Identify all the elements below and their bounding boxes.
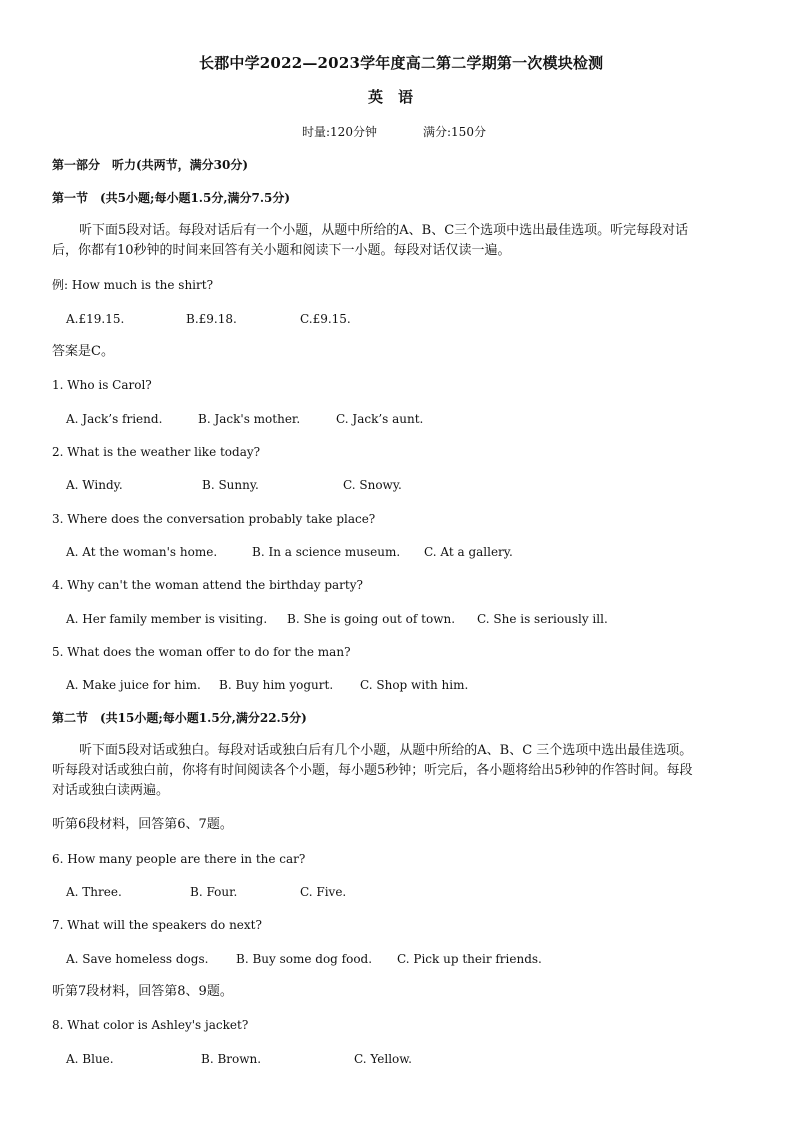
q8-option-b: B. Brown.	[201, 1052, 262, 1066]
q6-option-c: C. Five.	[300, 885, 347, 899]
example-answer: 答案是C。	[52, 344, 114, 359]
subject-title: 英 语	[368, 88, 414, 106]
q5-option-c: C. Shop with him.	[360, 678, 469, 692]
material-7-note: 听第7段材料，回答第8、9题。	[52, 984, 233, 999]
q7-option-a: A. Save homeless dogs.	[66, 952, 209, 966]
question-2: 2. What is the weather like today?	[52, 445, 261, 459]
q7-option-c: C. Pick up their friends.	[397, 952, 542, 966]
q7-option-b: B. Buy some dog food.	[236, 952, 373, 966]
q4-option-b: B. She is going out of town.	[287, 612, 456, 626]
q4-option-a: A. Her family member is visiting.	[66, 612, 268, 626]
exam-time: 时量:120分钟	[302, 125, 377, 139]
material-6-note: 听第6段材料，回答第6、7题。	[52, 817, 233, 832]
section2-instructions-1: 听下面5段对话或独白。每段对话或独白后有几个小题，从题中所给的A、B、C 三个选项中选出最佳选项。	[79, 743, 693, 758]
q2-option-c: C. Snowy.	[343, 478, 402, 492]
example-option-a: A.£19.15.	[66, 312, 125, 326]
q4-option-c: C. She is seriously ill.	[477, 612, 608, 626]
section1-instructions-2: 后，你都有10秒钟的时间来回答有关小题和阅读下一小题。每段对话仅读一遍。	[52, 243, 511, 258]
q3-option-a: A. At the woman's home.	[66, 545, 218, 559]
q2-option-a: A. Windy.	[66, 478, 123, 492]
q1-option-c: C. Jack’s aunt.	[336, 412, 424, 426]
exam-score: 满分:150分	[423, 125, 486, 139]
question-5: 5. What does the woman offer to do for the man?	[52, 645, 351, 659]
example-option-b: B.£9.18.	[186, 312, 237, 326]
section1-instructions-1: 听下面5段对话。每段对话后有一个小题，从题中所给的A、B、C三个选项中选出最佳选项。听完每段对话	[79, 223, 689, 238]
q6-option-a: A. Three.	[66, 885, 122, 899]
q3-option-b: B. In a science museum.	[252, 545, 401, 559]
q8-option-c: C. Yellow.	[354, 1052, 412, 1066]
q6-option-b: B. Four.	[190, 885, 238, 899]
q5-option-a: A. Make juice for him.	[66, 678, 201, 692]
q1-option-a: A. Jack’s friend.	[66, 412, 163, 426]
q8-option-a: A. Blue.	[66, 1052, 114, 1066]
section2-heading: 第二节 (共15小题;每小题1.5分,满分22.5分)	[52, 711, 307, 725]
example-question: 例: How much is the shirt?	[52, 278, 213, 292]
question-1: 1. Who is Carol?	[52, 378, 152, 392]
q3-option-c: C. At a gallery.	[424, 545, 513, 559]
section1-heading: 第一节 (共5小题;每小题1.5分,满分7.5分)	[52, 191, 291, 205]
section2-instructions-3: 对话或独白读两遍。	[52, 783, 170, 798]
question-4: 4. Why can't the woman attend the birthday party?	[52, 578, 363, 592]
question-7: 7. What will the speakers do next?	[52, 918, 262, 932]
question-3: 3. Where does the conversation probably take place?	[52, 512, 376, 526]
part1-heading: 第一部分 听力(共两节，满分30分)	[52, 158, 249, 172]
example-option-c: C.£9.15.	[300, 312, 351, 326]
section2-instructions-2: 听每段对话或独白前，你将有时间阅读各个小题，每小题5秒钟；听完后，各小题将给出5秒钟的作答时间。每段	[52, 763, 693, 778]
question-6: 6. How many people are there in the car?	[52, 852, 306, 866]
page-title: 长郡中学2022—2023学年度高二第二学期第一次模块检测	[199, 54, 604, 72]
q2-option-b: B. Sunny.	[202, 478, 259, 492]
question-8: 8. What color is Ashley's jacket?	[52, 1018, 249, 1032]
q1-option-b: B. Jack's mother.	[198, 412, 301, 426]
q5-option-b: B. Buy him yogurt.	[219, 678, 334, 692]
